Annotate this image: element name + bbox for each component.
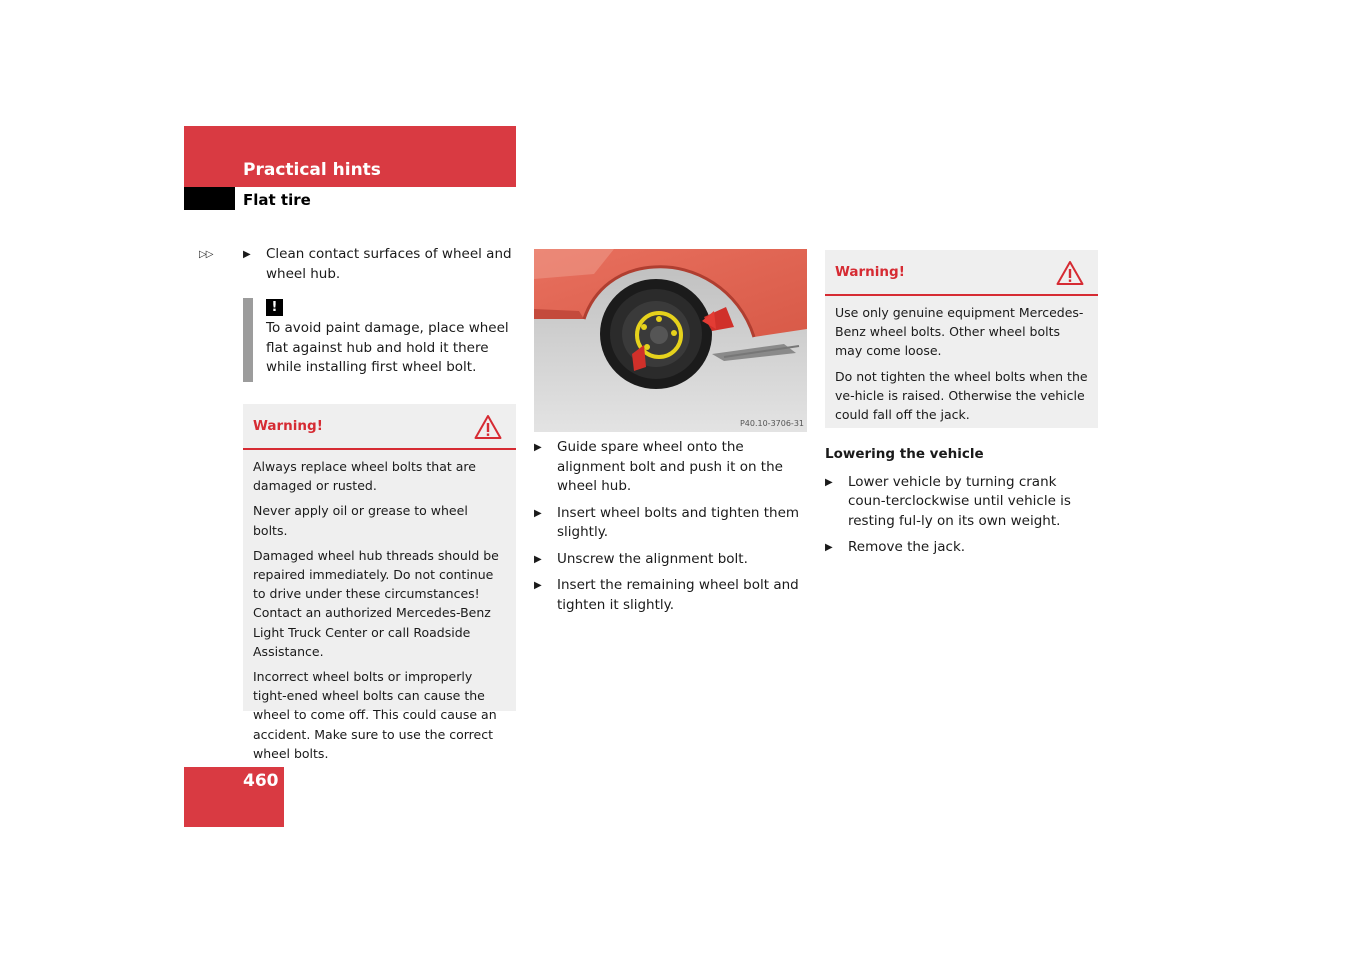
step-unscrew-alignment-bolt bbox=[534, 550, 807, 570]
subsection-title: Flat tire bbox=[243, 191, 311, 209]
step-lower-vehicle bbox=[825, 473, 1098, 532]
step-text: Unscrew the alignment bolt. bbox=[557, 550, 748, 567]
warning-label: Warning! bbox=[835, 264, 905, 280]
warning-header bbox=[825, 250, 1098, 296]
warning-box-right bbox=[825, 250, 1098, 428]
step-remove-jack bbox=[825, 538, 1098, 558]
step-insert-wheel-bolts bbox=[534, 504, 807, 543]
subheading-lowering-vehicle: Lowering the vehicle bbox=[825, 446, 984, 462]
warning-triangle-icon bbox=[474, 414, 502, 440]
step-text: Insert wheel bolts and tighten them slightly. bbox=[557, 504, 800, 540]
step-text: Clean contact surfaces of wheel and wheel hub. bbox=[266, 246, 512, 282]
right-column bbox=[825, 445, 1098, 565]
warning-paragraph: Damaged wheel hub threads should be repaired immediately. Do not continue to drive under these circumstances! Contact an authorized Mercedes-Benz Light Truck Center or call Roadside Assistance. bbox=[253, 547, 499, 659]
step-text: Remove the jack. bbox=[848, 539, 966, 555]
page-number: 460 bbox=[243, 771, 279, 791]
warning-paragraph: Always replace wheel bolts that are damaged or rusted. bbox=[253, 459, 476, 494]
step-bullet-icon: ▶ bbox=[534, 553, 542, 565]
warning-triangle-icon bbox=[1056, 260, 1084, 286]
warning-box-left bbox=[243, 404, 516, 761]
step-text: Insert the remaining wheel bolt and tighten it slightly. bbox=[557, 577, 799, 613]
left-column bbox=[199, 245, 516, 291]
warning-header bbox=[243, 404, 516, 450]
continuation-marker: ▷▷ bbox=[199, 249, 213, 260]
step-text: Lower vehicle by turning crank coun-terclockwise until vehicle is resting ful-ly on its own weight. bbox=[848, 473, 1071, 529]
notice-text: To avoid paint damage, place wheel flat against hub and hold it there while installing first wheel bolt. bbox=[266, 320, 509, 375]
notice-box bbox=[243, 298, 516, 382]
step-clean-contact bbox=[199, 245, 516, 284]
step-guide-spare-wheel bbox=[534, 438, 807, 497]
step-bullet-icon: ▶ bbox=[243, 249, 251, 260]
spare-wheel-illustration bbox=[534, 249, 807, 432]
photo-code: P40.10-3706-31 bbox=[739, 419, 804, 428]
step-insert-remaining-bolt bbox=[534, 576, 807, 615]
step-bullet-icon: ▶ bbox=[534, 507, 542, 519]
step-bullet-icon: ▶ bbox=[534, 580, 542, 591]
warning-body bbox=[825, 296, 1098, 432]
step-bullet-icon: ▶ bbox=[534, 442, 542, 453]
middle-column bbox=[534, 438, 807, 622]
subsection-marker bbox=[184, 187, 235, 210]
warning-body bbox=[243, 450, 516, 771]
exclamation-icon: ! bbox=[266, 299, 283, 316]
step-text: Guide spare wheel onto the alignment bolt and push it on the wheel hub. bbox=[557, 439, 783, 494]
warning-paragraph: Do not tighten the wheel bolts when the ve-hicle is raised. Otherwise the vehicle could fall off the jack. bbox=[835, 368, 1088, 423]
warning-paragraph: Use only genuine equipment Mercedes-Benz wheel bolts. Other wheel bolts may come loose. bbox=[835, 305, 1084, 359]
warning-paragraph: Incorrect wheel bolts or improperly tight-ened wheel bolts can cause the wheel to come off. This could cause an accident. Make sure to use the correct wheel bolts. bbox=[253, 669, 497, 761]
spare-wheel-photo bbox=[534, 249, 807, 432]
section-title: Practical hints bbox=[243, 160, 381, 180]
warning-label: Warning! bbox=[253, 418, 323, 434]
step-bullet-icon: ▶ bbox=[825, 476, 833, 488]
step-bullet-icon: ▶ bbox=[825, 542, 833, 553]
warning-paragraph: Never apply oil or grease to wheel bolts. bbox=[253, 503, 468, 538]
